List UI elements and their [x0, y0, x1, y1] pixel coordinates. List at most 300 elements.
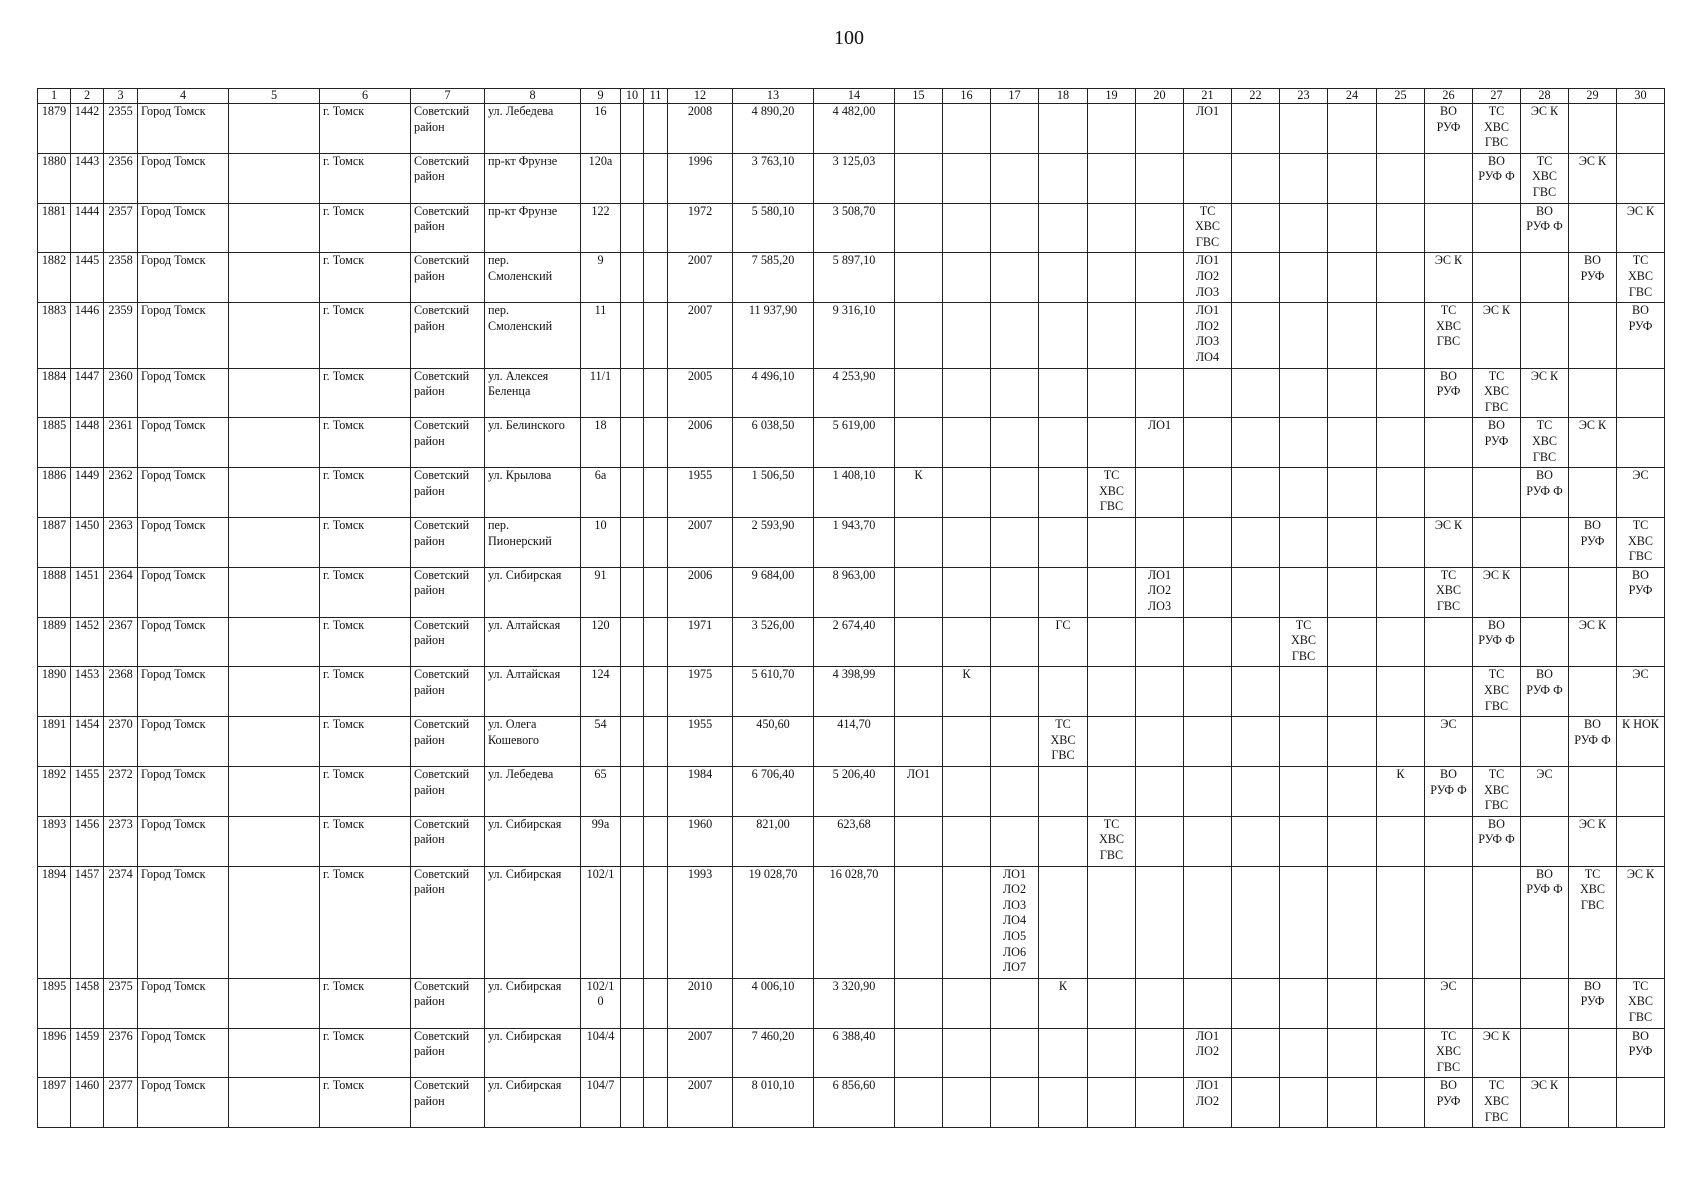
- cell-col-4: [138, 567, 229, 617]
- cell-col-16: [943, 303, 991, 368]
- cell-col-29: [1569, 253, 1617, 303]
- cell-col-12: [668, 153, 733, 203]
- cell-col-16: [943, 617, 991, 667]
- cell-text: 1449: [74, 468, 100, 483]
- cell-text: Советский район: [414, 1028, 470, 1059]
- cell-col-26: [1425, 766, 1473, 816]
- cell-col-2: [71, 418, 104, 468]
- cell-col-29: [1569, 1028, 1617, 1078]
- cell-col-24: [1328, 418, 1377, 468]
- cell-col-12: [668, 667, 733, 717]
- column-header-2: 2: [71, 89, 104, 104]
- cell-col-28: [1521, 368, 1569, 418]
- cell-text: Советский район: [414, 368, 470, 399]
- cell-col-12: [668, 717, 733, 767]
- cell-col-28: [1521, 303, 1569, 368]
- cell-col-1: [38, 816, 71, 866]
- cell-col-1: [38, 153, 71, 203]
- cell-col-23: [1280, 253, 1328, 303]
- cell-col-6: [320, 717, 411, 767]
- cell-col-25: [1377, 1078, 1425, 1128]
- cell-col-20: [1136, 104, 1184, 154]
- cell-col-25: [1377, 978, 1425, 1028]
- cell-col-1: [38, 717, 71, 767]
- cell-col-8: [485, 667, 581, 717]
- cell-col-19: [1088, 617, 1136, 667]
- cell-col-16: [943, 104, 991, 154]
- cell-col-14: [814, 816, 895, 866]
- table-row: [38, 667, 1665, 717]
- cell-col-7: [411, 253, 485, 303]
- cell-col-29: [1569, 617, 1617, 667]
- column-header-28: 28: [1521, 89, 1569, 104]
- column-header-13: 13: [733, 89, 814, 104]
- cell-col-9: [581, 1078, 621, 1128]
- cell-text: Город Томск: [141, 667, 206, 682]
- cell-col-6: [320, 667, 411, 717]
- cell-text: Советский район: [414, 617, 470, 648]
- cell-text: 16 028,70: [829, 866, 879, 881]
- column-header-1: 1: [38, 89, 71, 104]
- cell-col-27: [1473, 866, 1521, 978]
- cell-col-2: [71, 253, 104, 303]
- cell-text: г. Томск: [323, 253, 365, 268]
- cell-col-15: [895, 766, 943, 816]
- cell-col-22: [1232, 517, 1280, 567]
- cell-col-27: [1473, 468, 1521, 518]
- cell-text: ТС ХВС ГВС: [1194, 203, 1221, 249]
- cell-col-22: [1232, 303, 1280, 368]
- cell-col-17: [991, 253, 1039, 303]
- cell-col-17: [991, 303, 1039, 368]
- cell-col-28: [1521, 517, 1569, 567]
- cell-col-1: [38, 667, 71, 717]
- cell-text: ЭС: [1440, 717, 1457, 732]
- cell-col-26: [1425, 667, 1473, 717]
- cell-text: Город Томск: [141, 717, 206, 732]
- cell-text: пр-кт Фрунзе: [488, 203, 558, 218]
- cell-col-30: [1617, 816, 1665, 866]
- cell-col-23: [1280, 816, 1328, 866]
- cell-col-10: [621, 368, 644, 418]
- cell-text: ЭС К: [1434, 517, 1463, 532]
- cell-text: 2364: [108, 567, 133, 582]
- cell-col-10: [621, 567, 644, 617]
- cell-text: 6 706,40: [751, 766, 795, 781]
- cell-col-25: [1377, 418, 1425, 468]
- cell-col-11: [644, 468, 668, 518]
- cell-col-21: [1184, 153, 1232, 203]
- cell-col-22: [1232, 816, 1280, 866]
- cell-col-9: [581, 468, 621, 518]
- column-header-27: 27: [1473, 89, 1521, 104]
- column-header-21: 21: [1184, 89, 1232, 104]
- cell-col-15: [895, 816, 943, 866]
- cell-text: 6 038,50: [751, 418, 795, 433]
- cell-col-2: [71, 766, 104, 816]
- cell-col-8: [485, 368, 581, 418]
- cell-text: 2372: [108, 766, 133, 781]
- cell-col-17: [991, 153, 1039, 203]
- cell-col-24: [1328, 517, 1377, 567]
- cell-text: ул. Сибирская: [488, 978, 562, 993]
- cell-text: 2358: [108, 253, 133, 268]
- cell-col-29: [1569, 766, 1617, 816]
- cell-text: ВО РУФ: [1628, 567, 1653, 598]
- cell-col-4: [138, 517, 229, 567]
- cell-col-18: [1039, 1028, 1088, 1078]
- cell-col-5: [229, 766, 320, 816]
- cell-text: ЭС К: [1482, 567, 1511, 582]
- cell-text: г. Томск: [323, 866, 365, 881]
- cell-col-28: [1521, 766, 1569, 816]
- cell-text: 2357: [108, 203, 133, 218]
- cell-col-3: [104, 816, 138, 866]
- cell-text: 1882: [41, 253, 67, 268]
- cell-col-8: [485, 1028, 581, 1078]
- cell-col-12: [668, 1028, 733, 1078]
- cell-col-6: [320, 617, 411, 667]
- cell-text: Город Томск: [141, 104, 206, 118]
- cell-text: 2359: [108, 303, 133, 318]
- cell-col-3: [104, 1028, 138, 1078]
- cell-col-15: [895, 617, 943, 667]
- cell-col-7: [411, 1028, 485, 1078]
- cell-col-20: [1136, 717, 1184, 767]
- cell-col-13: [733, 517, 814, 567]
- cell-text: К: [914, 468, 923, 483]
- table-row: [38, 978, 1665, 1028]
- cell-text: ВО РУФ Ф: [1478, 816, 1515, 847]
- cell-col-13: [733, 303, 814, 368]
- cell-text: ВО РУФ: [1628, 303, 1653, 333]
- cell-col-23: [1280, 153, 1328, 203]
- cell-text: 8 963,00: [832, 567, 876, 582]
- cell-col-25: [1377, 766, 1425, 816]
- cell-text: 2007: [687, 253, 713, 268]
- cell-col-22: [1232, 667, 1280, 717]
- cell-text: ТС ХВС ГВС: [1483, 766, 1510, 813]
- cell-text: ул. Белинского: [488, 418, 565, 433]
- cell-text: 2355: [108, 104, 133, 118]
- cell-col-20: [1136, 468, 1184, 518]
- cell-text: 9 316,10: [832, 303, 876, 318]
- cell-col-21: [1184, 766, 1232, 816]
- cell-text: 120: [591, 617, 610, 632]
- cell-col-3: [104, 468, 138, 518]
- cell-text: Город Томск: [141, 617, 206, 632]
- cell-col-10: [621, 617, 644, 667]
- cell-col-1: [38, 104, 71, 154]
- cell-text: ЛО1: [906, 766, 931, 781]
- cell-col-6: [320, 468, 411, 518]
- cell-col-19: [1088, 567, 1136, 617]
- cell-col-2: [71, 866, 104, 978]
- cell-col-5: [229, 1028, 320, 1078]
- cell-text: 8 010,10: [751, 1078, 795, 1093]
- cell-col-11: [644, 303, 668, 368]
- cell-text: ул. Сибирская: [488, 1028, 562, 1043]
- cell-col-1: [38, 1028, 71, 1078]
- cell-col-20: [1136, 517, 1184, 567]
- cell-col-21: [1184, 667, 1232, 717]
- cell-col-10: [621, 866, 644, 978]
- cell-col-12: [668, 567, 733, 617]
- cell-text: 2377: [108, 1078, 133, 1093]
- cell-col-9: [581, 1028, 621, 1078]
- cell-text: ЛО1 ЛО2 ЛО3 ЛО4 ЛО5 ЛО6 ЛО7: [1002, 866, 1027, 975]
- cell-text: г. Томск: [323, 203, 365, 218]
- cell-text: г. Томск: [323, 816, 365, 831]
- cell-col-28: [1521, 1028, 1569, 1078]
- cell-col-23: [1280, 303, 1328, 368]
- column-header-26: 26: [1425, 89, 1473, 104]
- cell-col-2: [71, 303, 104, 368]
- cell-col-3: [104, 667, 138, 717]
- cell-col-18: [1039, 816, 1088, 866]
- cell-text: ТС ХВС ГВС: [1483, 368, 1510, 414]
- cell-col-21: [1184, 816, 1232, 866]
- cell-col-29: [1569, 153, 1617, 203]
- cell-col-30: [1617, 617, 1665, 667]
- cell-col-10: [621, 153, 644, 203]
- cell-col-3: [104, 978, 138, 1028]
- cell-col-14: [814, 667, 895, 717]
- column-header-24: 24: [1328, 89, 1377, 104]
- cell-col-15: [895, 203, 943, 253]
- cell-text: 2007: [687, 1078, 713, 1093]
- cell-text: Советский район: [414, 153, 470, 184]
- cell-col-10: [621, 303, 644, 368]
- cell-col-4: [138, 717, 229, 767]
- cell-col-18: [1039, 617, 1088, 667]
- cell-text: ВО РУФ Ф: [1574, 717, 1611, 747]
- column-header-12: 12: [668, 89, 733, 104]
- cell-col-26: [1425, 866, 1473, 978]
- cell-text: 2362: [108, 468, 133, 483]
- cell-text: Советский район: [414, 766, 470, 797]
- cell-col-24: [1328, 717, 1377, 767]
- cell-text: 2007: [687, 1028, 713, 1043]
- cell-text: 4 253,90: [832, 368, 876, 383]
- cell-text: ВО РУФ Ф: [1526, 203, 1563, 234]
- cell-text: 1975: [687, 667, 713, 682]
- cell-text: ул. Сибирская: [488, 816, 562, 831]
- cell-col-5: [229, 253, 320, 303]
- cell-col-18: [1039, 667, 1088, 717]
- cell-col-2: [71, 617, 104, 667]
- cell-col-29: [1569, 368, 1617, 418]
- cell-col-18: [1039, 567, 1088, 617]
- cell-col-5: [229, 303, 320, 368]
- cell-text: 1885: [41, 418, 67, 433]
- cell-text: Советский район: [414, 253, 470, 283]
- cell-col-16: [943, 517, 991, 567]
- cell-text: Советский район: [414, 978, 470, 1009]
- cell-col-27: [1473, 617, 1521, 667]
- cell-col-24: [1328, 104, 1377, 154]
- cell-col-17: [991, 816, 1039, 866]
- table-row: [38, 203, 1665, 253]
- cell-col-3: [104, 866, 138, 978]
- cell-col-24: [1328, 1078, 1377, 1128]
- cell-text: ТС ХВС ГВС: [1627, 517, 1654, 564]
- cell-col-15: [895, 153, 943, 203]
- cell-col-17: [991, 517, 1039, 567]
- cell-col-19: [1088, 978, 1136, 1028]
- cell-text: ЭС: [1632, 468, 1649, 483]
- cell-col-19: [1088, 1078, 1136, 1128]
- cell-text: 1880: [41, 153, 67, 168]
- cell-col-20: [1136, 766, 1184, 816]
- cell-text: ЭС К: [1530, 368, 1559, 383]
- column-header-29: 29: [1569, 89, 1617, 104]
- cell-text: Город Томск: [141, 978, 206, 993]
- cell-text: ВО РУФ Ф: [1478, 153, 1515, 184]
- cell-col-30: [1617, 766, 1665, 816]
- cell-col-13: [733, 567, 814, 617]
- cell-text: ВО РУФ Ф: [1430, 766, 1467, 797]
- cell-col-11: [644, 153, 668, 203]
- cell-col-6: [320, 418, 411, 468]
- cell-text: г. Томск: [323, 418, 365, 433]
- cell-col-23: [1280, 1078, 1328, 1128]
- cell-text: 2370: [108, 717, 133, 732]
- cell-col-12: [668, 766, 733, 816]
- cell-col-10: [621, 104, 644, 154]
- cell-col-19: [1088, 303, 1136, 368]
- cell-text: Советский район: [414, 517, 470, 548]
- cell-col-27: [1473, 368, 1521, 418]
- cell-col-3: [104, 303, 138, 368]
- cell-text: ВО РУФ Ф: [1526, 468, 1563, 498]
- column-header-25: 25: [1377, 89, 1425, 104]
- cell-col-27: [1473, 203, 1521, 253]
- cell-text: ЭС К: [1530, 1078, 1559, 1093]
- cell-col-17: [991, 978, 1039, 1028]
- cell-col-2: [71, 1078, 104, 1128]
- cell-text: ВО РУФ Ф: [1478, 617, 1515, 648]
- cell-col-7: [411, 667, 485, 717]
- cell-col-20: [1136, 667, 1184, 717]
- cell-text: г. Томск: [323, 667, 365, 682]
- cell-text: ЭС: [1440, 978, 1457, 993]
- cell-text: 1993: [687, 866, 713, 881]
- cell-col-4: [138, 253, 229, 303]
- cell-col-27: [1473, 567, 1521, 617]
- cell-col-26: [1425, 1028, 1473, 1078]
- cell-col-25: [1377, 153, 1425, 203]
- cell-col-14: [814, 303, 895, 368]
- cell-text: Город Томск: [141, 153, 206, 168]
- cell-col-26: [1425, 203, 1473, 253]
- cell-text: 102/1: [586, 866, 615, 881]
- cell-col-4: [138, 667, 229, 717]
- cell-col-28: [1521, 153, 1569, 203]
- cell-col-28: [1521, 717, 1569, 767]
- cell-text: Советский район: [414, 303, 470, 333]
- column-header-19: 19: [1088, 89, 1136, 104]
- cell-col-19: [1088, 203, 1136, 253]
- cell-text: 2367: [108, 617, 133, 632]
- cell-text: К НОК: [1622, 717, 1659, 732]
- cell-col-23: [1280, 866, 1328, 978]
- cell-col-7: [411, 517, 485, 567]
- cell-col-19: [1088, 1028, 1136, 1078]
- cell-col-13: [733, 1078, 814, 1128]
- cell-col-25: [1377, 303, 1425, 368]
- cell-text: г. Томск: [323, 104, 365, 118]
- cell-col-1: [38, 617, 71, 667]
- cell-col-7: [411, 866, 485, 978]
- cell-col-24: [1328, 153, 1377, 203]
- cell-col-7: [411, 1078, 485, 1128]
- cell-col-8: [485, 104, 581, 154]
- cell-text: Город Томск: [141, 1078, 206, 1093]
- column-header-3: 3: [104, 89, 138, 104]
- cell-col-26: [1425, 253, 1473, 303]
- cell-text: ТС ХВС ГВС: [1483, 104, 1510, 150]
- cell-col-23: [1280, 667, 1328, 717]
- cell-text: 1460: [74, 1078, 100, 1093]
- cell-col-25: [1377, 104, 1425, 154]
- cell-text: 450,60: [756, 717, 790, 732]
- cell-text: ТС ХВС ГВС: [1098, 816, 1125, 862]
- cell-text: 2005: [687, 368, 713, 383]
- cell-text: ЭС К: [1578, 153, 1607, 168]
- cell-col-30: [1617, 253, 1665, 303]
- cell-text: ТС ХВС ГВС: [1435, 567, 1462, 613]
- cell-col-25: [1377, 567, 1425, 617]
- cell-text: Город Томск: [141, 418, 206, 433]
- cell-text: 16: [594, 104, 607, 118]
- cell-text: ТС ХВС ГВС: [1531, 418, 1558, 464]
- cell-col-16: [943, 468, 991, 518]
- cell-text: ЛО1 ЛО2 ЛО3 ЛО4: [1195, 303, 1220, 364]
- cell-col-30: [1617, 153, 1665, 203]
- cell-col-23: [1280, 617, 1328, 667]
- cell-text: ЛО1: [1147, 418, 1172, 433]
- cell-text: 120а: [588, 153, 613, 168]
- cell-col-9: [581, 153, 621, 203]
- cell-col-22: [1232, 1078, 1280, 1128]
- cell-text: пер. Смоленский: [488, 253, 553, 283]
- cell-col-3: [104, 717, 138, 767]
- cell-col-7: [411, 104, 485, 154]
- cell-col-25: [1377, 866, 1425, 978]
- cell-col-14: [814, 766, 895, 816]
- cell-text: 1984: [687, 766, 713, 781]
- cell-col-7: [411, 368, 485, 418]
- table-row: [38, 866, 1665, 978]
- cell-col-3: [104, 1078, 138, 1128]
- cell-col-18: [1039, 368, 1088, 418]
- cell-col-26: [1425, 978, 1473, 1028]
- cell-text: 4 890,20: [751, 104, 795, 118]
- cell-col-22: [1232, 368, 1280, 418]
- cell-text: г. Томск: [323, 303, 365, 318]
- cell-col-10: [621, 468, 644, 518]
- cell-text: 1456: [74, 816, 100, 831]
- cell-text: 1452: [74, 617, 100, 632]
- cell-col-26: [1425, 717, 1473, 767]
- cell-text: 2373: [108, 816, 133, 831]
- cell-text: ул. Алтайская: [488, 667, 561, 682]
- cell-col-23: [1280, 104, 1328, 154]
- cell-col-25: [1377, 667, 1425, 717]
- cell-text: К: [1396, 766, 1405, 781]
- cell-col-2: [71, 978, 104, 1028]
